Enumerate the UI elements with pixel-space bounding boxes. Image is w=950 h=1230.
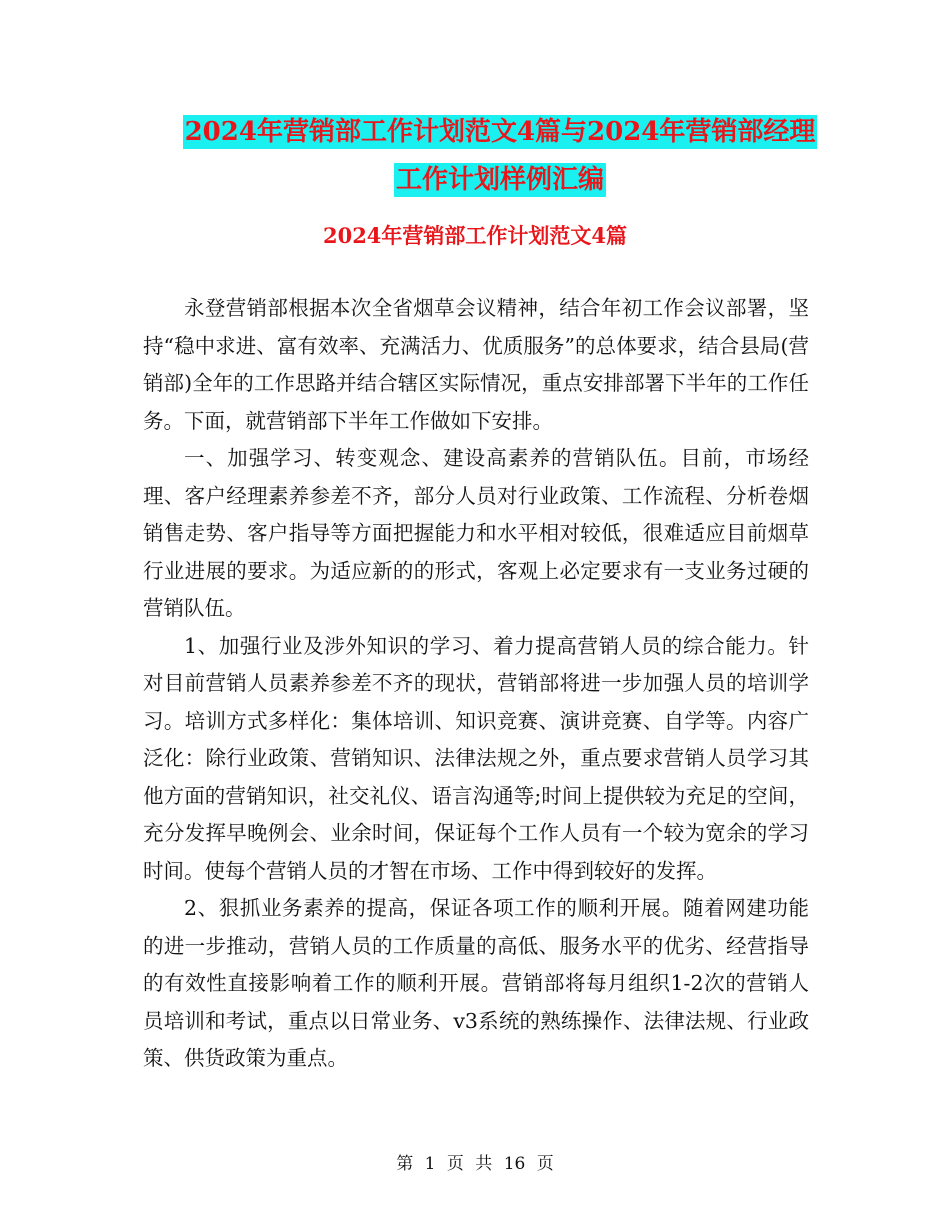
document-body: [143, 290, 809, 1078]
document-title: [140, 108, 860, 204]
section-heading: 2024年营销部工作计划范文4篇: [322, 223, 628, 248]
paragraph-intro: 永登营销部根据本次全省烟草会议精神，结合年初工作会议部署，坚持“稳中求进、富有效率、充满活力、优质服务”的总体要求，结合县局(营销部)全年的工作思路并结合辖区实际情况，重点安排部署下半年的工作任务。下面，就营销部下半年工作做如下安排。: [143, 296, 809, 433]
paragraph-section-1: 一、加强学习、转变观念、建设高素养的营销队伍。目前，市场经理、客户经理素养参差不齐，部分人员对行业政策、工作流程、分析卷烟销售走势、客户指导等方面把握能力和水平相对较低，很难适应目前烟草行业进展的要求。为适应新的的形式，客观上必定要求有一支业务过硬的营销队伍。: [143, 446, 809, 620]
document-title-line-2: 工作计划样例汇编: [395, 165, 604, 195]
paragraph-item-2: 2、狠抓业务素养的提高，保证各项工作的顺利开展。随着网建功能的进一步推动，营销人员的工作质量的高低、服务水平的优劣、经营指导的有效性直接影响着工作的顺利开展。营销部将每月组织1-2次的营销人员培训和考试，重点以日常业务、v3系统的熟练操作、法律法规、行业政策、供货政策为重点。: [143, 896, 809, 1070]
paragraph-item-1: 1、加强行业及涉外知识的学习、着力提高营销人员的综合能力。针对目前营销人员素养参差不齐的现状，营销部将进一步加强人员的培训学习。培训方式多样化：集体培训、知识竞赛、演讲竞赛、自学等。内容广泛化：除行业政策、营销知识、法律法规之外，重点要求营销人员学习其他方面的营销知识，社交礼仪、语言沟通等;时间上提供较为充足的空间，充分发挥早晚例会、业余时间，保证每个工作人员有一个较为宽余的学习时间。使每个营销人员的才智在市场、工作中得到较好的发挥。: [143, 633, 809, 883]
page-footer: 第 1 页 共 16 页: [396, 1154, 554, 1174]
document-title-line-1: 2024年营销部工作计划范文4篇与2024年营销部经理: [184, 117, 816, 147]
